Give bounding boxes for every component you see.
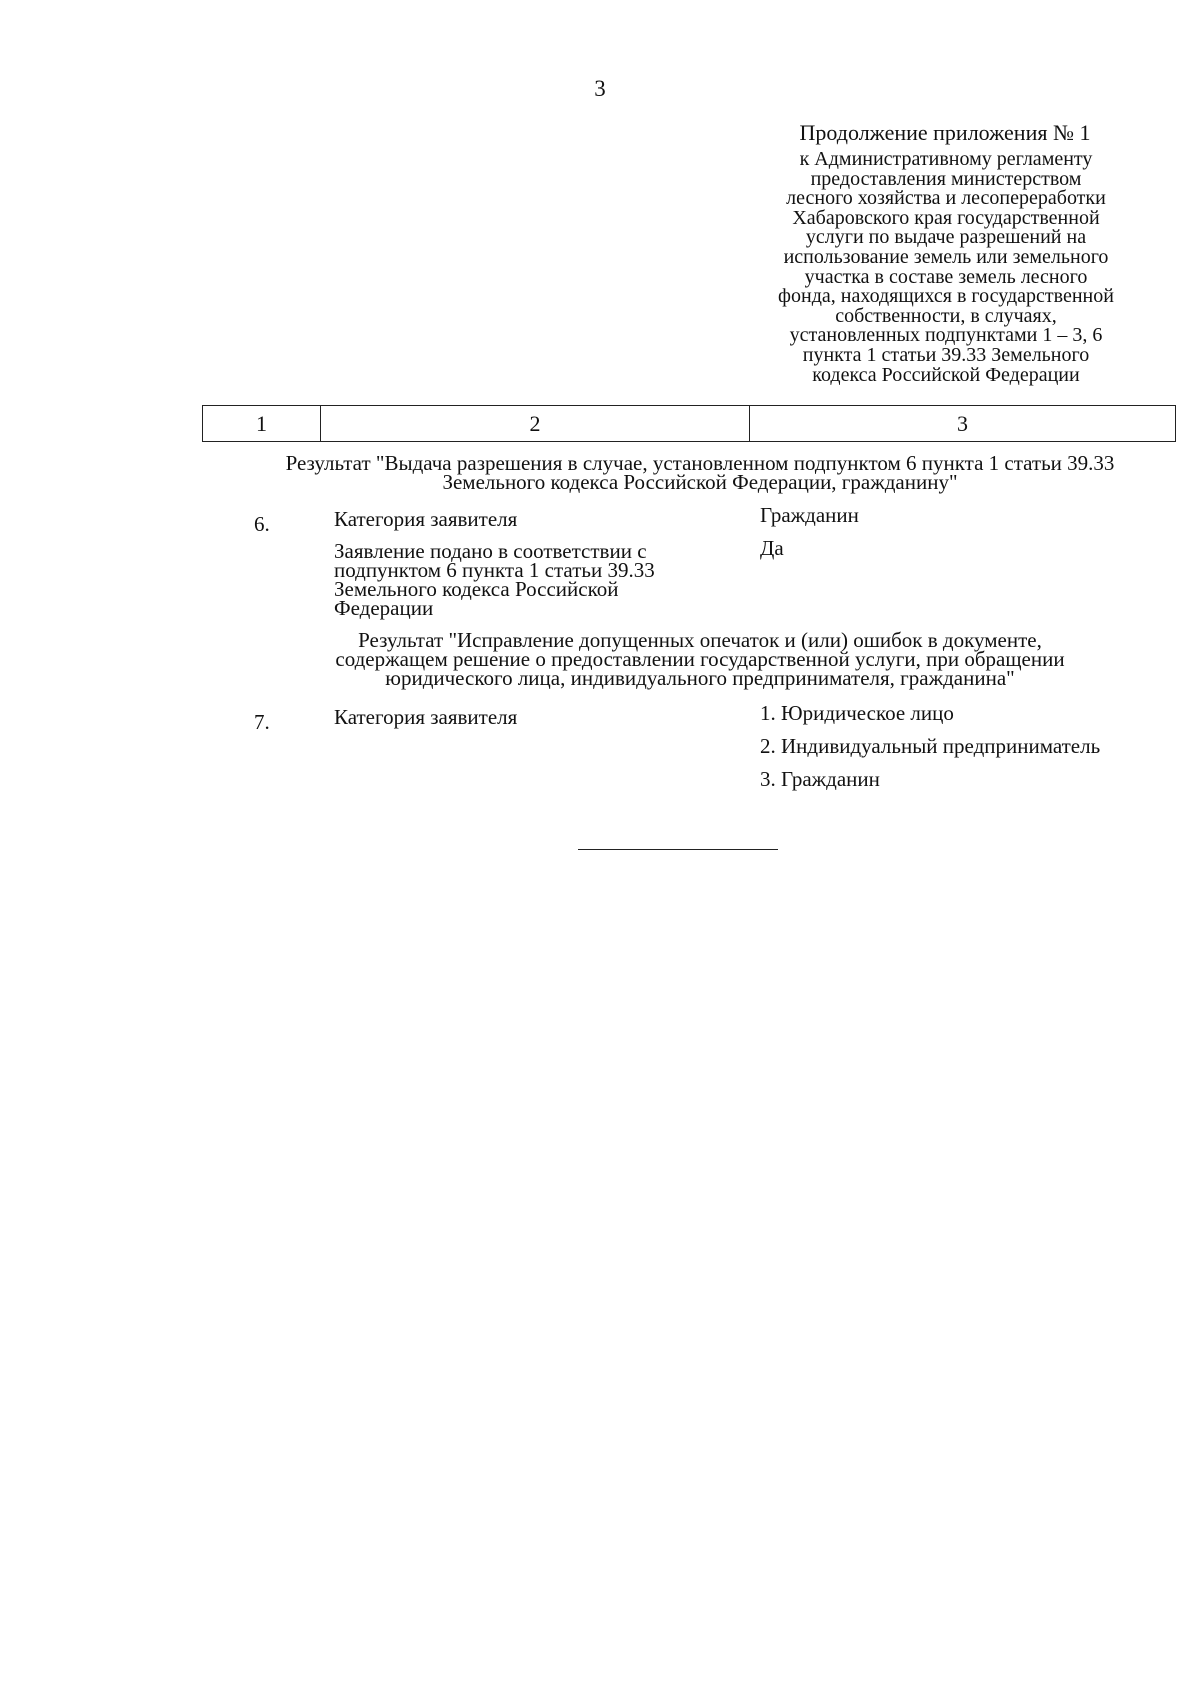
column-number-3: 3 [957,410,968,436]
applicant-category-label-7: Категория заявителя [334,705,518,729]
appendix-title: Продолжение приложения № 1 [799,120,1091,145]
result-line: Результат "Исправление допущенных опечаток и (или) ошибок в документе, [358,628,1042,652]
row-number-7: 7. [254,710,270,734]
appendix-line: фонда, находящихся в государственной [778,285,1114,308]
appendix-line: Хабаровского края государственной [792,206,1100,229]
appendix-line: собственности, в случаях, [835,304,1057,327]
result-heading-7 [200,628,1200,690]
appendix-line: кодекса Российской Федерации [812,363,1080,386]
appendix-line: использование земель или земельного [783,245,1109,268]
appendix-line: установленных подпунктами 1 – 3, 6 [789,324,1103,347]
condition-label-line: подпунктом 6 пункта 1 статьи 39.33 [334,558,655,582]
table-column-header [202,405,1176,442]
appendix-line: пункта 1 статьи 39.33 Земельного [802,343,1090,366]
appendix-line: к Административному регламенту [799,148,1093,170]
applicant-category-label: Категория заявителя [334,507,518,531]
result-line: юридического лица, индивидуального предпринимателя, гражданина" [385,666,1015,690]
condition-value: Да [760,536,784,560]
condition-label-line: Федерации [334,596,434,620]
result-heading-6 [200,451,1200,494]
appendix-line: участка в составе земель лесного [804,265,1088,288]
result-line: содержащем решение о предоставлении государственной услуги, при обращении [335,647,1065,671]
appendix-line: предоставления министерством [810,167,1082,190]
applicant-option: 3. Гражданин [760,767,880,791]
appendix-text [736,150,1156,385]
applicant-option: 2. Индивидуальный предприниматель [760,734,1101,758]
condition-label-line: Заявление подано в соответствии с [334,539,647,563]
result-line: Результат "Выдача разрешения в случае, установленном подпунктом 6 пункта 1 статьи 39.33 [285,451,1115,475]
page-number: 3 [594,76,606,101]
appendix-line: лесного хозяйства и лесопереработки [786,187,1106,210]
result-line: Земельного кодекса Российской Федерации, гражданину" [442,470,958,494]
applicant-option: 1. Юридическое лицо [760,701,954,725]
column-number-1: 1 [203,406,321,441]
appendix-line: услуги по выдаче разрешений на [805,226,1087,249]
condition-label-line: Земельного кодекса Российской [334,577,619,601]
end-separator-line [578,849,778,850]
condition-label [334,539,734,620]
applicant-category-value: Гражданин [760,503,859,527]
row-number-6: 6. [254,512,270,536]
column-number-2: 2 [321,406,750,441]
